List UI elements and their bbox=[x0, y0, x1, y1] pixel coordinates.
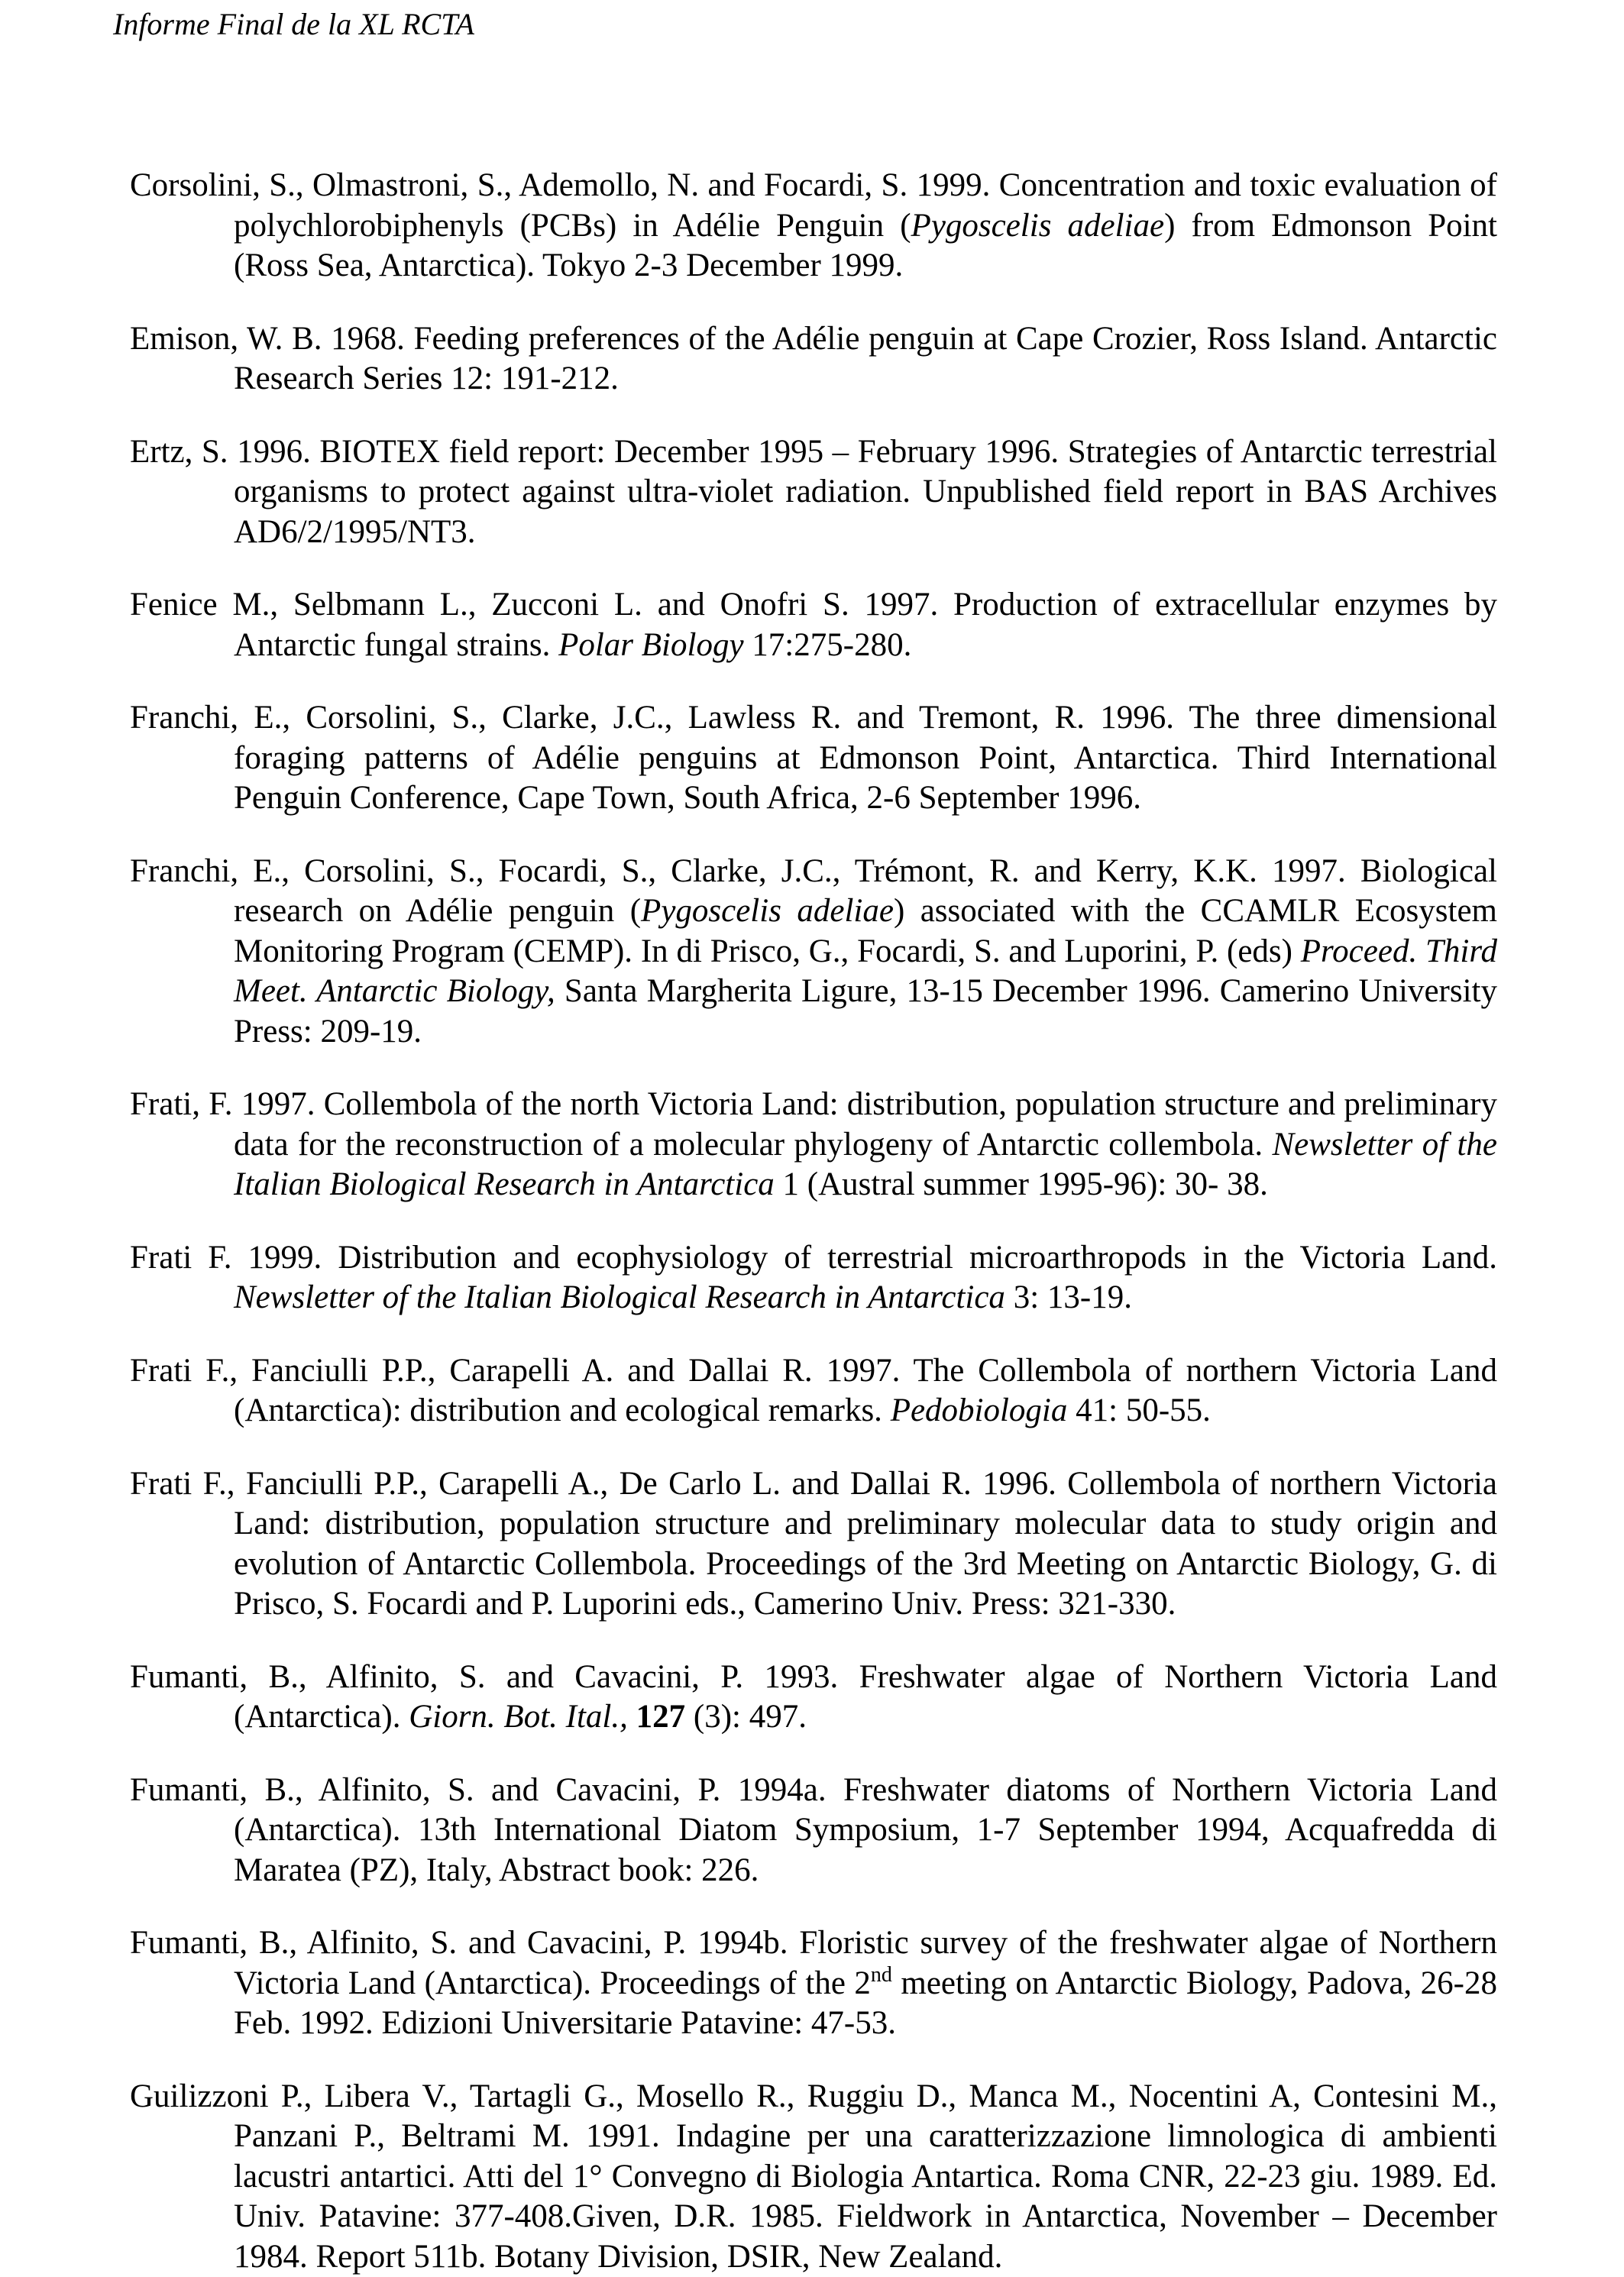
reference-text-normal: Frati F. 1999. Distribution and ecophysiology of terrestrial microarthropods in the Victoria Land. bbox=[130, 1240, 1497, 1276]
reference-text-normal: Fumanti, B., Alfinito, S. and Cavacini, P. 1994b. Floristic survey of the freshwater algae of Northern Victoria Land (Antarctica). Proceedings of the 2 bbox=[130, 1925, 1497, 2001]
reference-text-normal: ) associated with the CCAMLR Ecosystem Monitoring Program (CEMP). In di Prisco, G., Focardi, S. and Luporini, P. (eds) bbox=[234, 893, 1497, 969]
reference-entry bbox=[130, 1923, 1497, 2044]
reference-text-normal: 3: 13-19. bbox=[1005, 1279, 1132, 1315]
reference-text-normal: ) from Edmonson Point (Ross Sea, Antarctica). Tokyo 2-3 December 1999. bbox=[234, 208, 1497, 284]
reference-text-normal: Frati F., Fanciulli P.P., Carapelli A., De Carlo L. and Dallai R. 1996. Collembola of northern Victoria Land: distribution, population structure and preliminary molecular data to study origin and evolution of Antarctic Collembola. Proceedings of the 3rd Meeting on Antarctic Biology, G. di Prisco, S. Focardi and P. Luporini eds., Camerino Univ. Press: 321-330. bbox=[130, 1466, 1497, 1622]
reference-entry bbox=[130, 166, 1497, 286]
reference-text-normal: Emison, W. B. 1968. Feeding preferences of the Adélie penguin at Cape Crozier, Ross Island. Antarctic Research Series 12: 191-212. bbox=[130, 321, 1497, 397]
reference-text-normal: 1 (Austral summer 1995-96): 30- 38. bbox=[775, 1166, 1268, 1202]
reference-entry bbox=[130, 1085, 1497, 1205]
reference-text-italic: Giorn. Bot. Ital., bbox=[409, 1699, 628, 1735]
reference-text-sup: nd bbox=[871, 1963, 892, 1987]
reference-entry bbox=[130, 852, 1497, 1053]
reference-text-normal: Corsolini, S., Olmastroni, S., Ademollo, N. and Focardi, S. 1999. Concentration and toxic evaluation of polychlorobiphenyls (PCBs) in Adélie Penguin ( bbox=[130, 167, 1497, 244]
reference-entry bbox=[130, 2077, 1497, 2277]
reference-entry bbox=[130, 1658, 1497, 1738]
reference-entry bbox=[130, 1351, 1497, 1431]
reference-text-normal: Franchi, E., Corsolini, S., Clarke, J.C., Lawless R. and Tremont, R. 1996. The three dimensional foraging patterns of Adélie penguins at Edmonson Point, Antarctica. Third International Penguin Conference, Cape Town, South Africa, 2-6 September 1996. bbox=[130, 700, 1497, 816]
running-header: Informe Final de la XL RCTA bbox=[113, 6, 474, 43]
reference-text-normal: Santa Margherita Ligure, 13-15 December 1996. Camerino University Press: 209-19. bbox=[234, 973, 1497, 1050]
reference-entry bbox=[130, 1464, 1497, 1625]
reference-text-italic: Pedobiologia bbox=[891, 1392, 1068, 1428]
reference-text-normal: Franchi, E., Corsolini, S., Focardi, S., Clarke, J.C., Trémont, R. and Kerry, K.K. 1997. Biological research on Adélie penguin ( bbox=[130, 853, 1497, 930]
reference-text-normal: Frati, F. 1997. Collembola of the north Victoria Land: distribution, population structure and preliminary data for the reconstruction of a molecular phylogeny of Antarctic collembola. bbox=[130, 1086, 1497, 1163]
reference-text-normal: 17:275-280. bbox=[744, 627, 912, 663]
reference-text-normal: (3): 497. bbox=[685, 1699, 807, 1735]
reference-text-italic: Pygoscelis adeliae bbox=[641, 893, 894, 929]
reference-text-normal bbox=[628, 1699, 636, 1735]
reference-text-normal: Ertz, S. 1996. BIOTEX field report: December 1995 – February 1996. Strategies of Antarctic terrestrial organisms to protect against ultra-violet radiation. Unpublished field report in BAS Archives AD6/2/1995/NT3. bbox=[130, 434, 1497, 550]
reference-entry bbox=[130, 1771, 1497, 1891]
reference-entry bbox=[130, 1238, 1497, 1318]
reference-text-normal: Fenice M., Selbmann L., Zucconi L. and Onofri S. 1997. Production of extracellular enzymes by Antarctic fungal strains. bbox=[130, 587, 1497, 663]
reference-text-normal: Guilizzoni P., Libera V., Tartagli G., Mosello R., Ruggiu D., Manca M., Nocentini A, Contesini M., Panzani P., Beltrami M. 1991. Indagine per una caratterizzazione limnologica di ambienti lacustri antartici. Atti del 1° Convegno di Biologia Antartica. Roma CNR, 22-23 giu. 1989. Ed. Univ. Patavine: 377-408.Given, D.R. 1985. Fieldwork in Antarctica, November – December 1984. Report 511b. Botany Division, DSIR, New Zealand. bbox=[130, 2078, 1497, 2275]
reference-text-normal: Frati F., Fanciulli P.P., Carapelli A. and Dallai R. 1997. The Collembola of northern Victoria Land (Antarctica): distribution and ecological remarks. bbox=[130, 1353, 1497, 1429]
reference-text-normal: meeting on Antarctic Biology, Padova, 26-28 Feb. 1992. Edizioni Universitarie Patavine: 47-53. bbox=[234, 1965, 1497, 2042]
reference-entry bbox=[130, 319, 1497, 399]
reference-list bbox=[130, 133, 1497, 2277]
reference-text-italic: Pygoscelis adeliae bbox=[911, 208, 1165, 244]
reference-text-normal: 41: 50-55. bbox=[1067, 1392, 1211, 1428]
reference-text-italic: Polar Biology bbox=[558, 627, 743, 663]
reference-text-italic: Newsletter of the Italian Biological Research in Antarctica bbox=[234, 1127, 1497, 1203]
reference-text-italic: Newsletter of the Italian Biological Research in Antarctica bbox=[234, 1279, 1005, 1315]
reference-text-normal: Fumanti, B., Alfinito, S. and Cavacini, P. 1993. Freshwater algae of Northern Victoria Land (Antarctica). bbox=[130, 1659, 1497, 1735]
reference-entry bbox=[130, 432, 1497, 553]
reference-text-bold: 127 bbox=[636, 1699, 686, 1735]
reference-text-italic: Proceed. Third Meet. Antarctic Biology, bbox=[234, 933, 1497, 1010]
reference-entry bbox=[130, 698, 1497, 819]
reference-text-normal: Fumanti, B., Alfinito, S. and Cavacini, P. 1994a. Freshwater diatoms of Northern Victoria Land (Antarctica). 13th International Diatom Symposium, 1-7 September 1994, Acquafredda di Maratea (PZ), Italy, Abstract book: 226. bbox=[130, 1772, 1497, 1888]
reference-entry bbox=[130, 585, 1497, 665]
